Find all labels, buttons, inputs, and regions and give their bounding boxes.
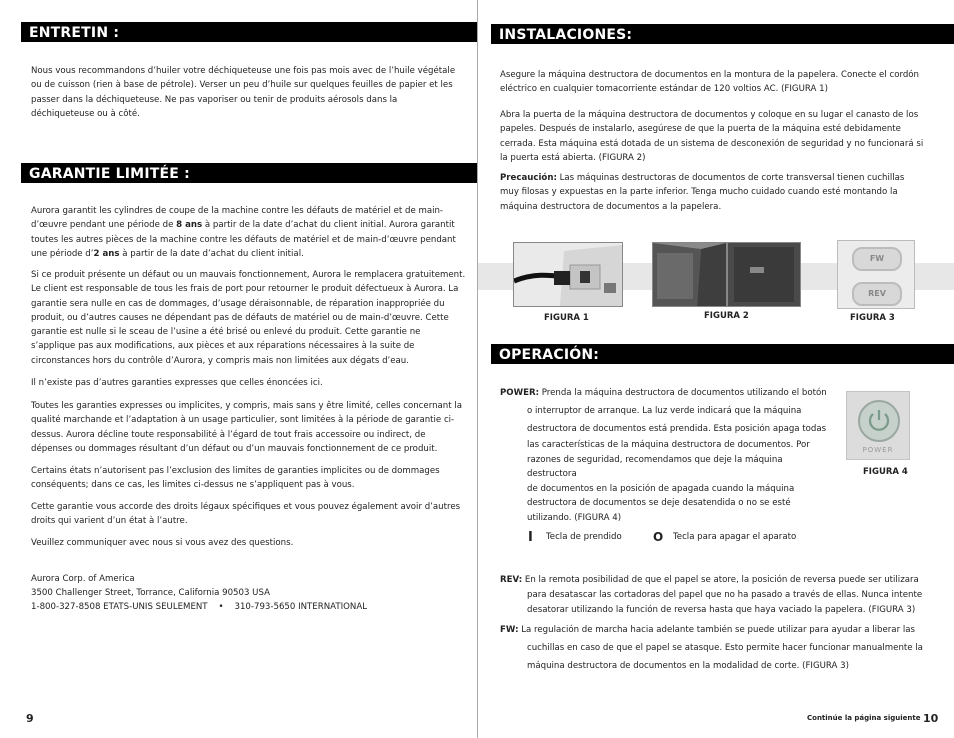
rev-description: REV: En la remota posibilidad de que el papel se atore, la posición de reversa puede ser utilizara para desatascar las cortadoras del papel que no ha pasado a través de ellas. Nunca intente desatorar utilizando la función de reversa hasta que haya vaciado la papelera. (FIGURA 3) bbox=[500, 575, 923, 615]
garantie-heading: GARANTIE LIMITÉE : bbox=[21, 163, 477, 183]
fw-button: FW bbox=[852, 247, 902, 271]
address-street: 3500 Challenger Street, Torrance, California 90503 USA bbox=[31, 588, 270, 598]
instalaciones-caution: Precaución: Las máquinas destructoras de documentos de corte transversal tienen cuchillas muy filosas y expuestas en la parte inferior. Tenga mucho cuidado cuando esté montando la máquina destructora de documentos a la papelera. bbox=[500, 173, 905, 212]
garantie-paragraph-4: Toutes les garanties expresses ou implicites, y compris, mais sans y être limité, celles concernant la qualité marchande et l’adaptation à un usage particulier, sont limitées à la période de garantie ci-dessus. Aurora décline toute responsabilité à l’égard de tout frais accessoire ou indirect, de dépenses ou dommages résultant d’un défaut ou d’un mauvais fonctionnement de ce produit. bbox=[31, 401, 462, 454]
figure-4-image bbox=[846, 391, 910, 460]
figure-4-label: FIGURA 4 bbox=[863, 467, 908, 477]
instalaciones-paragraph-2: Abra la puerta de la máquina destructora de documentos y coloque en su lugar el canasto de los papeles. Después de instalarlo, asegúrese de que la puerta de la máquina esté debidamente cerrada. Esta máquina está dotada de un sistema de desconexión de seguridad y no funcionará si la puerta está abierta. (FIGURA 2) bbox=[500, 110, 924, 163]
entretin-text: Nous vous recommandons d’huiler votre déchiqueteuse une fois pas mois avec de l’huile végétale ou de cuisson (rien à base de pétrole). Verser un peu d’huile sur quelques feuilles de papier et les passer dans la déchiqueteuse. Ne pas vaporiser ou tenir de produits aérosols dans la déchiqueteuse ou à côté. bbox=[31, 66, 456, 119]
continue-text: Continúe la página siguiente bbox=[807, 714, 921, 722]
rev-button: REV bbox=[852, 282, 902, 306]
power-description: POWER: Prenda la máquina destructora de documentos utilizando el botón o interruptor de arranque. La luz verde indicará que la máquina destructora de documentos está prendida. Esta posición apaga todas las características de la máquina destructora de documentos. Por razones de seguridad, recomendamos que deje la máquina destructora de documentos en la posición de apagada cuando la máquina destructora de documentos se deje desatendida o no se esté utilizando. (FIGURA 4) bbox=[500, 388, 827, 523]
figure-2-label: FIGURA 2 bbox=[704, 311, 749, 321]
figure-2-image-left bbox=[652, 242, 727, 307]
on-symbol: I bbox=[528, 530, 533, 545]
figure-3-label: FIGURA 3 bbox=[850, 313, 895, 323]
address-company: Aurora Corp. of America bbox=[31, 574, 135, 584]
garantie-paragraph-2: Si ce produit présente un défaut ou un mauvais fonctionnement, Aurora le remplacera gratuitement. Le client est responsable de tous les frais de port pour retourner le produit défectueux à Aurora. La garantie sera nulle en cas de dommages, d’usage déraisonnable, de réparation inappropriée du produit, ou d’autres causes ne dépendant pas de défauts de matériel ou de main-d’œuvre. Cette garantie est nulle si le sceau de l’usine a été brisé ou enlevé du produit. Cette garantie ne s’applique pas aux modifications, aux pièces et aux réparations nécessaires à la suite de circonstances hors du contrôle d’Aurora, y compris mais non limitées aux dégats d’eau. bbox=[31, 270, 466, 366]
off-symbol: O bbox=[653, 530, 664, 544]
page-number-left: 9 bbox=[26, 712, 34, 725]
garantie-paragraph-3: Il n’existe pas d’autres garanties expresses que celles énoncées ici. bbox=[31, 378, 323, 388]
entretin-heading: ENTRETIN : bbox=[21, 22, 477, 42]
figure-1-image bbox=[513, 242, 623, 307]
power-text: POWER bbox=[862, 446, 894, 454]
page-number-right: 10 bbox=[923, 712, 939, 725]
power-button bbox=[858, 400, 900, 442]
door-closed-illustration bbox=[728, 243, 800, 306]
instalaciones-paragraph-1: Asegure la máquina destructora de documentos en la montura de la papelera. Conecte el cordón eléctrico en cualquier tomacorriente estándar de 120 voltios AC. (FIGURA 1) bbox=[500, 70, 919, 95]
figure-3-image bbox=[837, 240, 915, 309]
figure-2-image-right bbox=[727, 242, 801, 307]
address-phones: 1-800-327-8508 ETATS-UNIS SEULEMENT • 310-793-5650 INTERNATIONAL bbox=[31, 602, 367, 612]
figure-1-label: FIGURA 1 bbox=[544, 313, 589, 323]
garantie-paragraph-7: Veuillez communiquer avec nous si vous avez des questions. bbox=[31, 538, 294, 548]
garantie-paragraph-5: Certains états n’autorisent pas l’exclusion des limites de garanties implicites ou de dommages conséquents; dans ce cas, les limites ci-dessus ne s’appliquent pas à vous. bbox=[31, 466, 440, 491]
door-open-illustration bbox=[653, 243, 726, 306]
fw-description: FW: La regulación de marcha hacia adelante también se puede utilizar para ayudar a liberar las cuchillas en caso de que el papel se atasque. Esto permite hacer funcionar manualmente la máquina destructora de documentos en la modalidad de corte. (FIGURA 3) bbox=[500, 625, 923, 671]
instalaciones-heading: INSTALACIONES: bbox=[491, 24, 954, 44]
power-icon bbox=[860, 402, 898, 440]
power-cord-illustration bbox=[514, 243, 622, 306]
garantie-paragraph-6: Cette garantie vous accorde des droits légaux spécifiques et vous pouvez également avoir d’autres droits qui varient d’un état à l’autre. bbox=[31, 502, 461, 527]
on-symbol-text: Tecla de prendido bbox=[546, 532, 622, 542]
right-page bbox=[478, 0, 954, 738]
garantie-paragraph-1: Aurora garantit les cylindres de coupe de la machine contre les défauts de matériel et de main-d’œuvre pendant une période de 8 ans à partir de la date d’achat du client initial. Aurora garantit toutes les autres pièces de la machine contre les défauts de matériel et de main-d’œuvre pendant une période d’2 ans à partir de la date d’achat du client initial. bbox=[31, 206, 456, 259]
off-symbol-text: Tecla para apagar el aparato bbox=[673, 532, 797, 542]
operacion-heading: OPERACIÓN: bbox=[491, 344, 954, 364]
